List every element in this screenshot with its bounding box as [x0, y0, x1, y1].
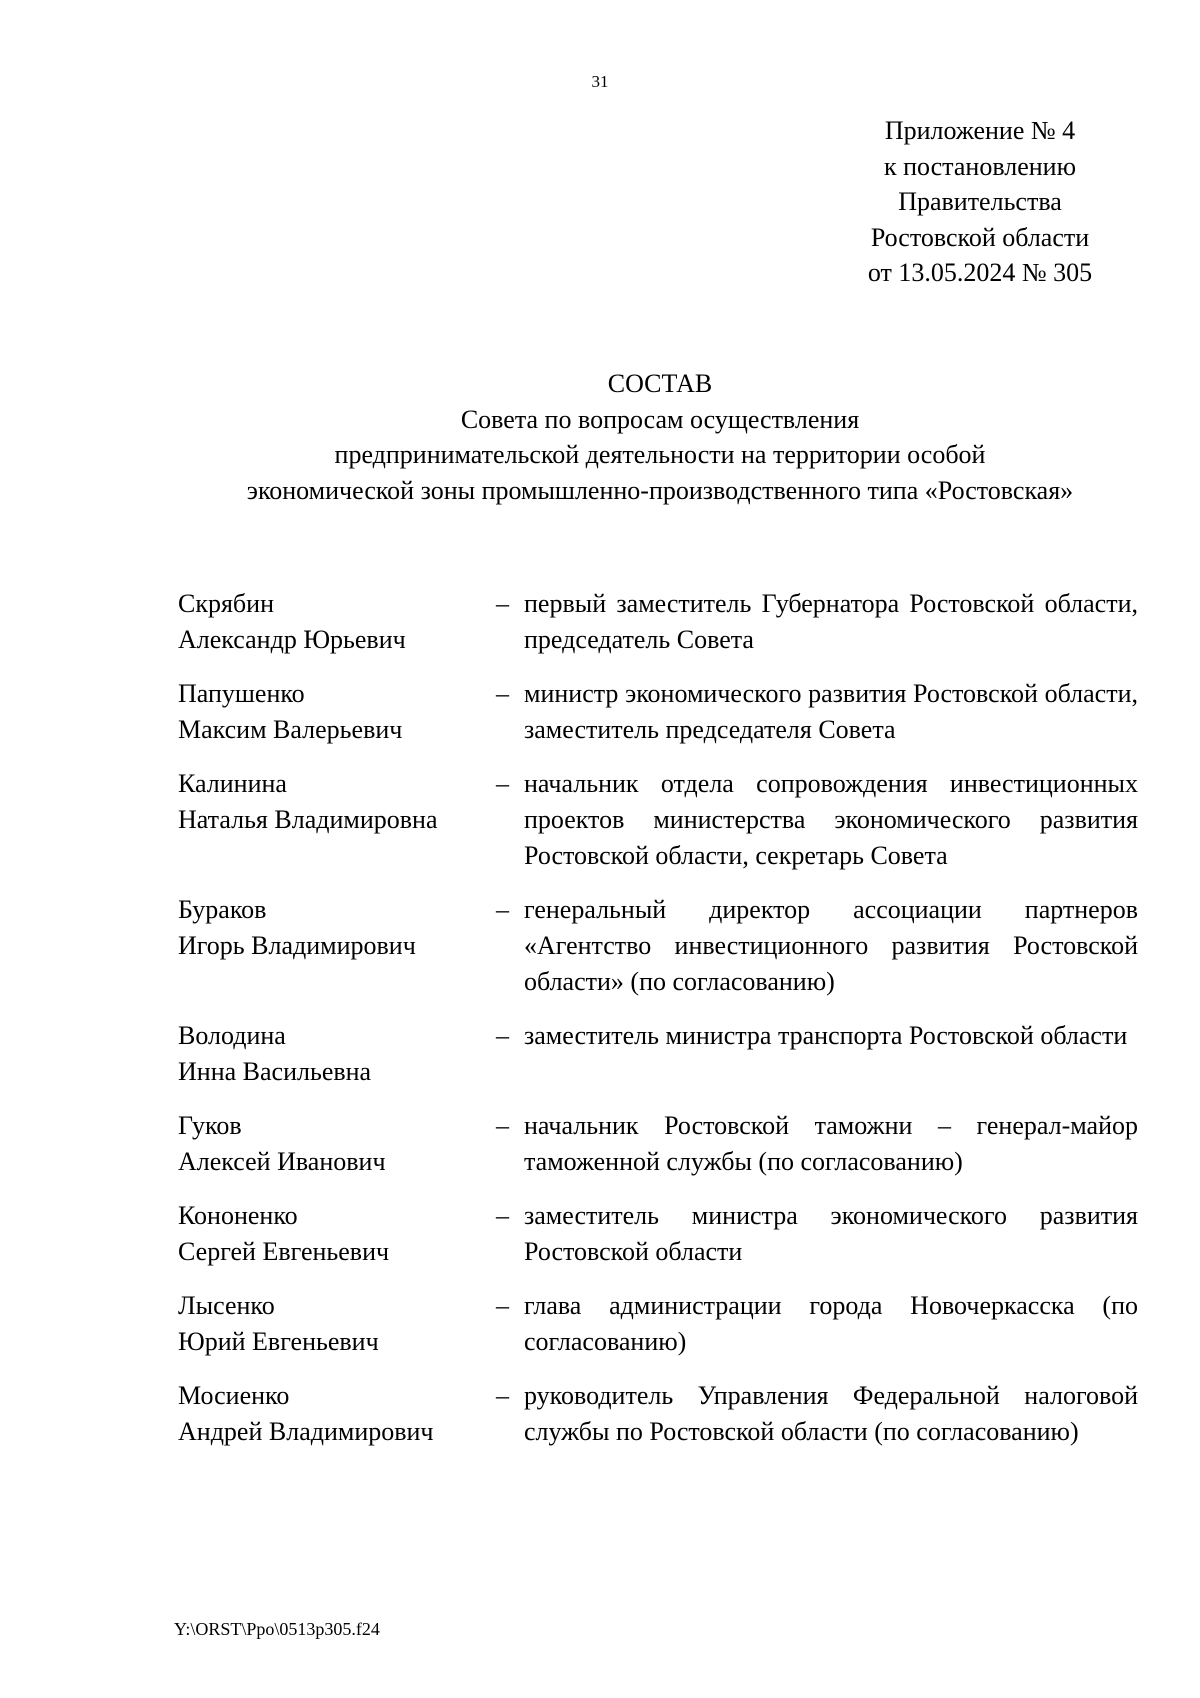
- document-title: [100, 366, 1200, 508]
- member-given-name: Сергей Евгеньевич: [178, 1237, 390, 1266]
- member-role: начальник Ростовской таможни – генерал-майор таможенной службы (по согласованию): [524, 1111, 1138, 1176]
- member-dash: –: [496, 589, 509, 618]
- member-dash: –: [496, 1291, 509, 1320]
- member-role: заместитель министра транспорта Ростовской области: [524, 1021, 1128, 1050]
- member-role: заместитель министра экономического развития Ростовской области: [524, 1201, 1138, 1266]
- file-path-footer: Y:\ORST\Ppo\0513p305.f24: [174, 1619, 380, 1639]
- member-dash: –: [496, 679, 509, 708]
- member-row: [178, 1288, 1138, 1360]
- member-surname: Мосиенко: [178, 1381, 290, 1410]
- member-surname: Скрябин: [178, 589, 274, 618]
- member-name: [178, 892, 496, 1000]
- member-surname: Гуков: [178, 1111, 242, 1140]
- member-surname: Папушенко: [178, 679, 305, 708]
- title-line: Совета по вопросам осуществления: [460, 404, 860, 434]
- member-given-name: Игорь Владимирович: [178, 931, 416, 960]
- member-name: [178, 1378, 496, 1450]
- member-dash: –: [496, 1021, 509, 1050]
- member-row: [178, 676, 1138, 748]
- appendix-line: Приложение № 4: [884, 116, 1076, 145]
- member-dash: –: [496, 1111, 509, 1140]
- member-dash: –: [496, 1381, 509, 1410]
- member-name: [178, 1288, 496, 1360]
- member-name: [178, 676, 496, 748]
- appendix-line: к постановлению: [883, 151, 1077, 181]
- member-name: [178, 1198, 496, 1270]
- title-heading: СОСТАВ: [607, 369, 713, 398]
- member-row: [178, 1378, 1138, 1450]
- title-line: экономической зоны промышленно-производственного типа «Ростовская»: [246, 475, 1074, 505]
- member-name: [178, 1018, 496, 1090]
- member-role: глава администрации города Новочеркасска (по согласованию): [524, 1291, 1138, 1356]
- member-role: генеральный директор ассоциации партнеров «Агентство инвестиционного развития Ростовской области» (по согласованию): [524, 895, 1138, 996]
- member-given-name: Максим Валерьевич: [178, 715, 403, 744]
- appendix-line: от 13.05.2024 № 305: [867, 258, 1093, 287]
- appendix-header: [840, 113, 1120, 291]
- appendix-line: Правительства: [898, 187, 1062, 216]
- member-row: [178, 586, 1138, 658]
- member-given-name: Инна Васильевна: [178, 1057, 372, 1086]
- member-role: министр экономического развития Ростовской области, заместитель председателя Совета: [524, 679, 1138, 744]
- page-number: 31: [591, 72, 609, 91]
- member-role: начальник отдела сопровождения инвестиционных проектов министерства экономического развития Ростовской области, секретарь Совета: [524, 769, 1138, 870]
- member-name: [178, 1108, 496, 1180]
- member-row: [178, 766, 1138, 874]
- member-surname: Калинина: [178, 769, 287, 798]
- title-line: предпринимательской деятельности на территории особой: [334, 440, 986, 469]
- member-role: руководитель Управления Федеральной налоговой службы по Ростовской области (по согласованию): [524, 1381, 1138, 1446]
- member-name: [178, 586, 496, 658]
- member-row: [178, 892, 1138, 1000]
- member-surname: Кононенко: [178, 1201, 298, 1230]
- members-list: [178, 586, 1138, 1468]
- member-role: первый заместитель Губернатора Ростовской области, председатель Совета: [524, 589, 1138, 654]
- member-dash: –: [496, 1201, 509, 1230]
- member-surname: Лысенко: [178, 1291, 275, 1320]
- member-surname: Бураков: [178, 895, 267, 924]
- member-row: [178, 1198, 1138, 1270]
- member-given-name: Андрей Владимирович: [178, 1417, 434, 1446]
- appendix-line: Ростовской области: [870, 222, 1090, 252]
- member-row: [178, 1018, 1138, 1090]
- member-row: [178, 1108, 1138, 1180]
- member-dash: –: [496, 769, 509, 798]
- member-given-name: Александр Юрьевич: [178, 625, 406, 654]
- member-given-name: Алексей Иванович: [178, 1147, 386, 1176]
- member-given-name: Юрий Евгеньевич: [178, 1327, 379, 1356]
- member-given-name: Наталья Владимировна: [178, 805, 438, 834]
- member-dash: –: [496, 895, 509, 924]
- member-name: [178, 766, 496, 874]
- member-surname: Володина: [178, 1021, 286, 1050]
